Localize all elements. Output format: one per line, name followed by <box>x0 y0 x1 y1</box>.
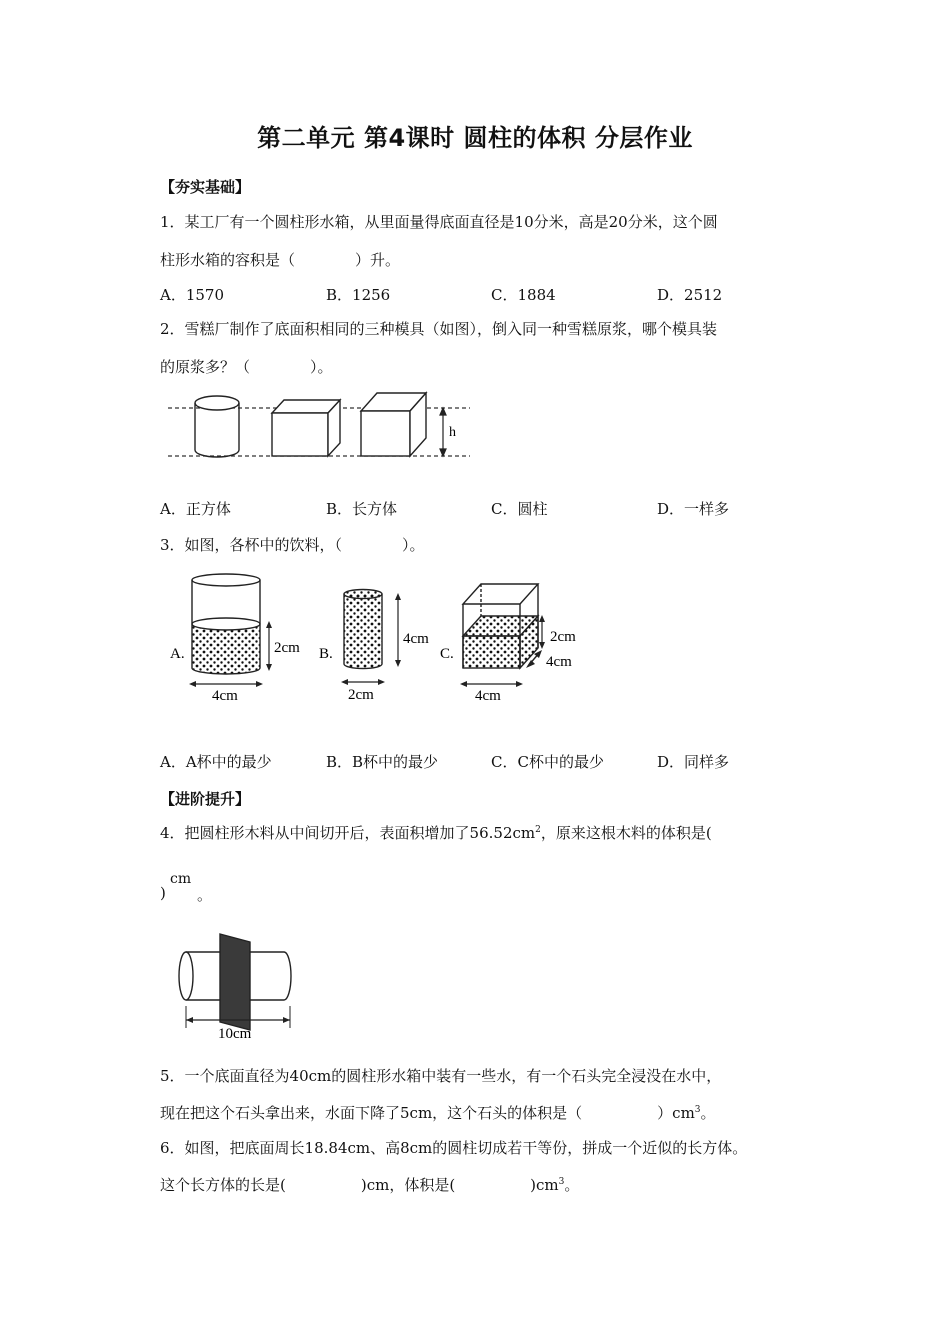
question-1-line-2: 柱形水箱的容积是（ ）升。 <box>160 251 401 269</box>
page-title: 第二单元 第4课时 圆柱的体积 分层作业 <box>257 124 693 152</box>
question-3-line-1: 3．如图，各杯中的饮料，（ ）。 <box>160 536 425 554</box>
question-3-option-c: C．C杯中的最少 <box>491 753 604 771</box>
question-2-option-c: C．圆柱 <box>491 500 548 518</box>
question-3-option-d: D．同样多 <box>657 753 730 771</box>
cup-c <box>463 584 538 668</box>
section-heading-basic: 【夯实基础】 <box>160 178 251 196</box>
cylinder-mold <box>195 396 239 457</box>
question-6-line-1: 6．如图，把底面周长18.84cm、高8cm的圆柱切成若干等份，拼成一个近似的长方体。 <box>160 1139 748 1157</box>
question-4-period: 。 <box>197 886 213 904</box>
wood-cylinder-figure <box>172 928 302 1044</box>
cup-b-label: B. <box>319 646 333 662</box>
question-3-option-a: A．A杯中的最少 <box>160 753 272 771</box>
cuboid-mold <box>272 400 340 456</box>
question-2-option-b: B．长方体 <box>326 500 398 518</box>
question-5-line-2: 现在把这个石头拿出来，水面下降了5cm，这个石头的体积是（ ）$cm^3$。 <box>160 1104 716 1122</box>
wood-length-label: 10cm <box>218 1026 252 1042</box>
cup-b-height-label: 4cm <box>403 631 429 647</box>
cup-a-width-label: 4cm <box>212 688 238 704</box>
cup-b-width-label: 2cm <box>348 687 374 703</box>
question-3-option-b: B．B杯中的最少 <box>326 753 439 771</box>
question-6-line-2: 这个长方体的长是( )cm，体积是( )$cm^3$。 <box>160 1176 580 1194</box>
cup-c-height-label: 2cm <box>550 629 576 645</box>
question-2-line-1: 2．雪糕厂制作了底面积相同的三种模具（如图），倒入同一种雪糕原浆，哪个模具装 <box>160 320 718 338</box>
cup-b <box>344 590 382 669</box>
section-heading-advanced: 【进阶提升】 <box>160 790 251 808</box>
question-4-unit: cm <box>170 871 192 887</box>
question-1-option-b: B．1256 <box>326 286 391 304</box>
cup-c-label: C. <box>440 646 454 662</box>
question-1-option-a: A．1570 <box>160 286 225 304</box>
height-label: h <box>449 425 456 440</box>
question-2-option-d: D．一样多 <box>657 500 730 518</box>
cups-figure <box>160 566 600 710</box>
cube-mold <box>361 393 426 456</box>
cup-a-height-label: 2cm <box>274 640 300 656</box>
question-1-line-1: 1．某工厂有一个圆柱形水箱，从里面量得底面直径是10分米，高是20分米，这个圆 <box>160 213 718 231</box>
cup-a-label: A. <box>170 646 185 662</box>
question-1-option-c: C．1884 <box>491 286 556 304</box>
question-5-line-1: 5．一个底面直径为40cm的圆柱形水箱中装有一些水，有一个石头完全浸没在水中， <box>160 1067 722 1085</box>
question-2-line-2: 的原浆多？（ ）。 <box>160 358 333 376</box>
cup-c-width-label: 4cm <box>475 688 501 704</box>
cup-c-depth-label: 4cm <box>546 654 572 670</box>
question-4-close-paren: ) <box>160 884 166 902</box>
question-4-line-1: 4．把圆柱形木料从中间切开后，表面积增加了$56.52cm^2$，原来这根木料的体积是( <box>160 824 712 842</box>
question-2-option-a: A．正方体 <box>160 500 231 518</box>
question-1-option-d: D．2512 <box>657 286 723 304</box>
molds-figure <box>160 388 480 464</box>
height-arrow <box>440 408 446 456</box>
cup-a <box>192 574 260 674</box>
